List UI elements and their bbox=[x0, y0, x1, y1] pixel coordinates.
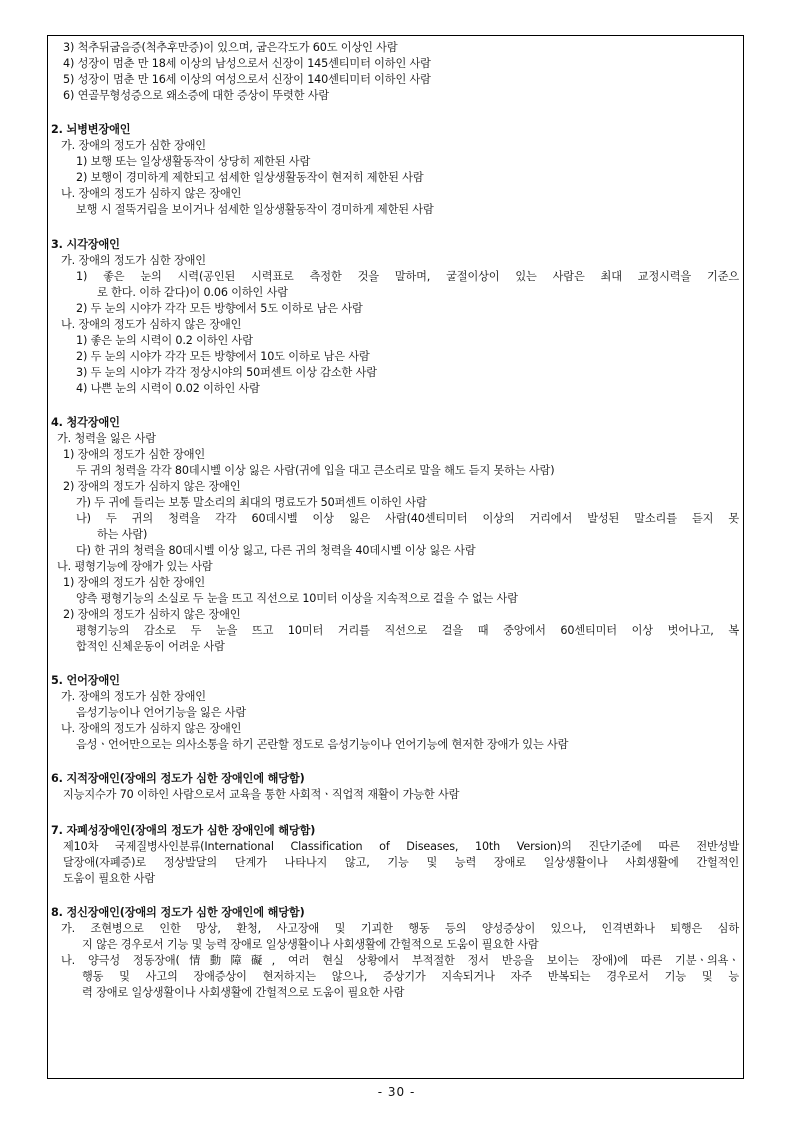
section-4-hearing-mild-b: 나) 두 귀의 청력을 각각 60데시벨 이상 잃은 사람(40센티미터 이상의 거리에서 발성된 말소리를 듣지 못 bbox=[76, 512, 739, 525]
section-3-mild-item-3: 3) 두 눈의 시야가 각각 정상시야의 50퍼센트 이상 감소한 사람 bbox=[76, 366, 377, 379]
section-2-severe-item-2: 2) 보행이 경미하게 제한되고 섬세한 일상생활동작이 현저히 제한된 사람 bbox=[76, 171, 424, 184]
section-4-hearing-severe: 1) 장애의 정도가 심한 장애인 bbox=[63, 448, 206, 461]
section-5-severe-desc: 음성기능이나 언어기능을 잃은 사람 bbox=[76, 706, 247, 719]
section-3-mild-item-2: 2) 두 눈의 시야가 각각 모든 방향에서 10도 이하로 남은 사람 bbox=[76, 350, 370, 363]
item-5-female-height: 5) 성장이 멈춘 만 16세 이상의 여성으로서 신장이 140센티미터 이하인 사람 bbox=[63, 73, 431, 86]
section-4-balance-mild-desc-cont: 합적인 신체운동이 어려운 사람 bbox=[76, 640, 225, 653]
section-5-severe: 가. 장애의 정도가 심한 장애인 bbox=[61, 690, 206, 703]
section-7-desc-line-2: 달장애(자폐증)로 정상발달의 단계가 나타나지 않고, 기능 및 능력 장애로 일상생활이나 사회생활에 간헐적인 bbox=[63, 856, 739, 869]
section-3-severe: 가. 장애의 정도가 심한 장애인 bbox=[61, 254, 206, 267]
section-5-mild-desc: 음성ㆍ언어만으로는 의사소통을 하기 곤란할 정도로 음성기능이나 언어기능에 현저한 장애가 있는 사람 bbox=[76, 738, 569, 751]
section-7-heading: 7. 자폐성장애인(장애의 정도가 심한 장애인에 해당함) bbox=[51, 824, 316, 837]
section-5-heading: 5. 언어장애인 bbox=[51, 674, 120, 687]
section-7-desc-line-3: 도움이 필요한 사람 bbox=[63, 872, 156, 885]
section-3-mild: 나. 장애의 정도가 심하지 않은 장애인 bbox=[61, 318, 242, 331]
section-4-balance-severe: 1) 장애의 정도가 심한 장애인 bbox=[63, 576, 206, 589]
section-4-hearing-mild: 2) 장애의 정도가 심하지 않은 장애인 bbox=[63, 480, 241, 493]
section-5-mild: 나. 장애의 정도가 심하지 않은 장애인 bbox=[61, 722, 242, 735]
section-7-desc-line-1: 제10차 국제질병사인분류(International Classification of Diseases, 10th Version)의 진단기준에 따른 전반성발 bbox=[63, 840, 739, 853]
section-4-hearing-mild-a: 가) 두 귀에 들리는 보통 말소리의 최대의 명료도가 50퍼센트 이하인 사람 bbox=[76, 496, 427, 509]
section-2-mild-desc: 보행 시 절뚝거림을 보이거나 섬세한 일상생활동작이 경미하게 제한된 사람 bbox=[76, 203, 434, 216]
section-8-item-b-cont-2: 력 장애로 일상생활이나 사회생활에 간헐적으로 도움이 필요한 사람 bbox=[82, 986, 405, 999]
document-body bbox=[51, 37, 741, 1077]
item-4-male-height: 4) 성장이 멈춘 만 18세 이상의 남성으로서 신장이 145센티미터 이하인 사람 bbox=[63, 57, 431, 70]
section-4-hearing-mild-c: 다) 한 귀의 청력을 80데시벨 이상 잃고, 다른 귀의 청력을 40데시벨 이상 잃은 사람 bbox=[76, 544, 476, 557]
section-4-hearing-mild-b-cont: 하는 사람) bbox=[97, 528, 148, 541]
section-2-severe-item-1: 1) 보행 또는 일상생활동작이 상당히 제한된 사람 bbox=[76, 155, 311, 168]
section-3-mild-item-1: 1) 좋은 눈의 시력이 0.2 이하인 사람 bbox=[76, 334, 253, 347]
item-6-achondroplasia: 6) 연골무형성증으로 왜소증에 대한 증상이 뚜렷한 사람 bbox=[63, 89, 330, 102]
section-4-balance-mild: 2) 장애의 정도가 심하지 않은 장애인 bbox=[63, 608, 241, 621]
section-8-item-b-cont-1: 행동 및 사고의 장애증상이 현저하지는 않으나, 증상기가 지속되거나 자주 반복되는 경우로서 기능 및 능 bbox=[82, 970, 739, 983]
section-3-mild-item-4: 4) 나쁜 눈의 시력이 0.02 이하인 사람 bbox=[76, 382, 260, 395]
section-2-severe: 가. 장애의 정도가 심한 장애인 bbox=[61, 139, 206, 152]
section-6-heading: 6. 지적장애인(장애의 정도가 심한 장애인에 해당함) bbox=[51, 772, 305, 785]
section-2-heading: 2. 뇌병변장애인 bbox=[51, 123, 131, 136]
section-4-balance: 나. 평형기능에 장애가 있는 사람 bbox=[57, 560, 213, 573]
page-number: - 30 - bbox=[377, 1085, 416, 1099]
section-2-mild: 나. 장애의 정도가 심하지 않은 장애인 bbox=[61, 187, 242, 200]
section-4-heading: 4. 청각장애인 bbox=[51, 416, 120, 429]
section-3-heading: 3. 시각장애인 bbox=[51, 238, 120, 251]
section-8-item-a: 가. 조현병으로 인한 망상, 환청, 사고장애 및 기괴한 행동 등의 양성증상이 있으나, 인격변화나 퇴행은 심하 bbox=[61, 922, 739, 935]
section-6-desc: 지능지수가 70 이하인 사람으로서 교육을 통한 사회적ㆍ직업적 재활이 가능한 사람 bbox=[63, 788, 460, 801]
section-3-severe-item-1-cont: 로 한다. 이하 같다)이 0.06 이하인 사람 bbox=[97, 286, 288, 299]
section-3-severe-item-2: 2) 두 눈의 시야가 각각 모든 방향에서 5도 이하로 남은 사람 bbox=[76, 302, 363, 315]
section-8-item-b: 나. 양극성 정동장애(情動障礙, 여러 현실 상황에서 부적절한 정서 반응을 보이는 장애)에 따른 기분ㆍ의욕ㆍ bbox=[61, 954, 739, 967]
section-4-hearing-loss: 가. 청력을 잃은 사람 bbox=[57, 432, 156, 445]
section-4-hearing-severe-desc: 두 귀의 청력을 각각 80데시벨 이상 잃은 사람(귀에 입을 대고 큰소리로 말을 해도 듣지 못하는 사람) bbox=[76, 464, 555, 477]
section-4-balance-mild-desc: 평형기능의 감소로 두 눈을 뜨고 10미터 거리를 직선으로 걸을 때 중앙에서 60센티미터 이상 벗어나고, 복 bbox=[76, 624, 739, 637]
section-8-heading: 8. 정신장애인(장애의 정도가 심한 장애인에 해당함) bbox=[51, 906, 305, 919]
section-4-balance-severe-desc: 양측 평형기능의 소실로 두 눈을 뜨고 직선으로 10미터 이상을 지속적으로 걸을 수 없는 사람 bbox=[76, 592, 518, 605]
item-3-kyphosis: 3) 척추뒤굽음증(척추후만증)이 있으며, 굽은각도가 60도 이상인 사람 bbox=[63, 41, 398, 54]
section-8-item-a-cont: 지 않은 경우로서 기능 및 능력 장애로 일상생활이나 사회생활에 간헐적으로 도움이 필요한 사람 bbox=[82, 938, 539, 951]
section-3-severe-item-1: 1) 좋은 눈의 시력(공인된 시력표로 측정한 것을 말하며, 굴절이상이 있는 사람은 최대 교정시력을 기준으 bbox=[76, 270, 739, 283]
